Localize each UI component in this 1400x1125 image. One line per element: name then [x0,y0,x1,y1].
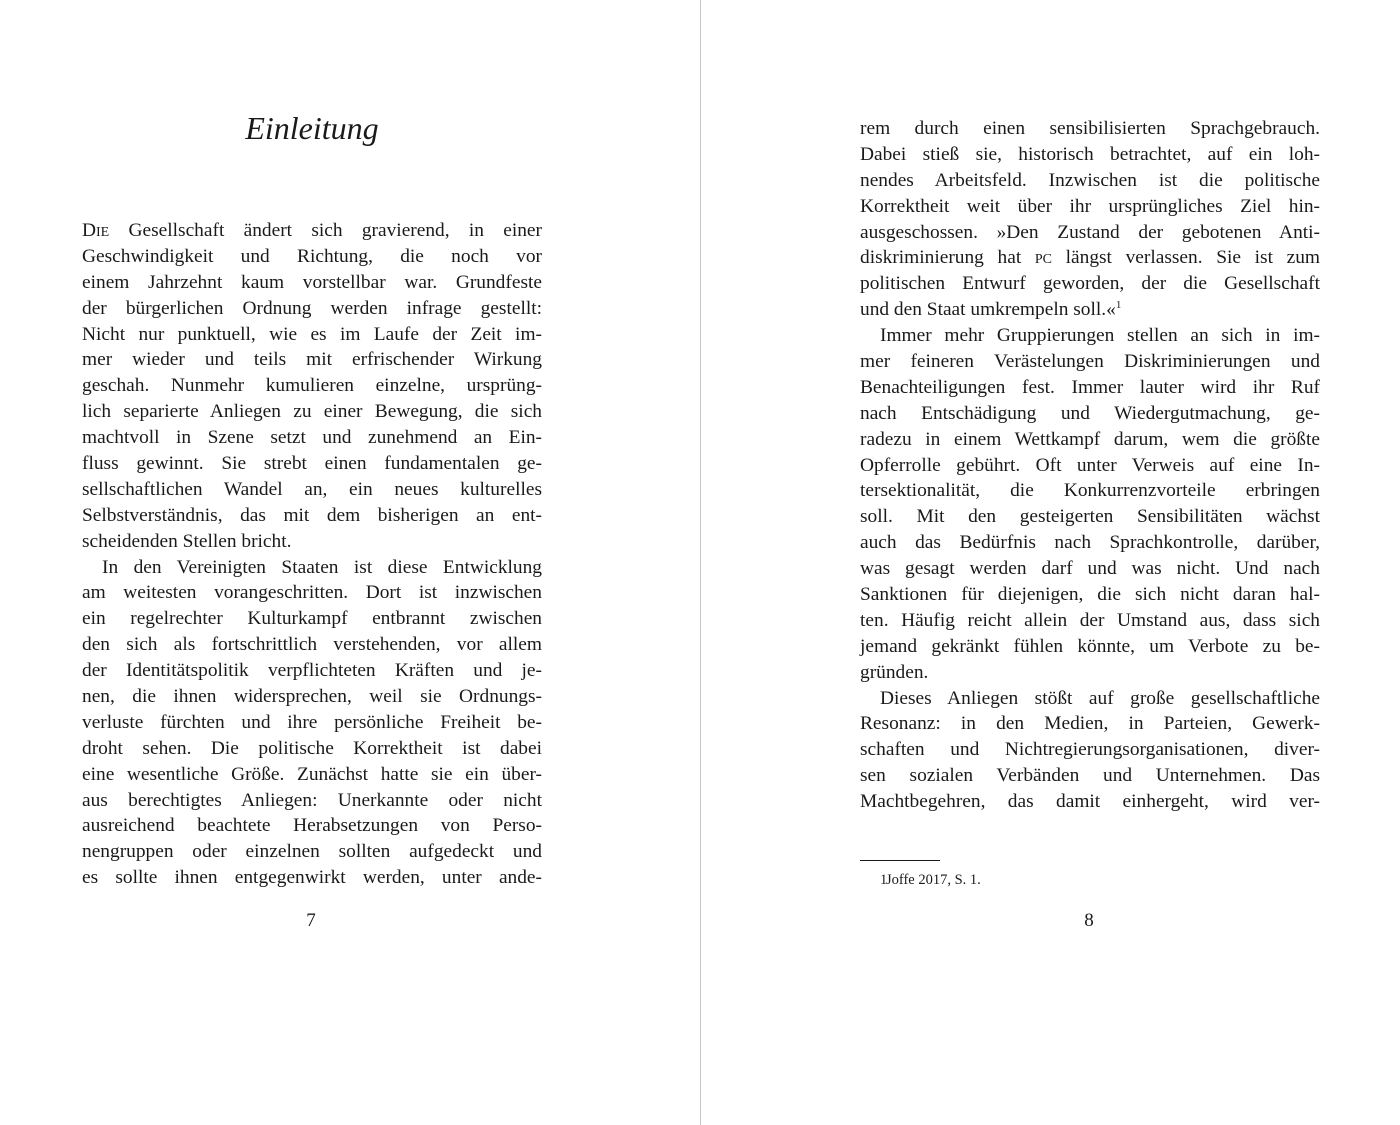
body-line: aus berechtigtes Anliegen: Unerkannte oder nicht [82,789,542,811]
footnote-rule [860,860,940,861]
body-line: geschah. Nunmehr kumulieren einzelne, ursprüng- [82,375,542,397]
body-line [82,218,542,244]
body-line: sen sozialen Verbänden und Unternehmen. Das [860,765,1320,787]
paragraph-end-line [860,297,1320,323]
body-line: ausreichend beachtete Herabsetzungen von Perso- [82,815,542,837]
body-line: Sanktionen für diejenigen, die sich nicht daran hal- [860,584,1320,606]
body-line: nengruppen oder einzelnen sollten aufgedeckt und [82,841,542,863]
pc-abbreviation: pc [1034,247,1052,269]
body-line: Selbstverständnis, das mit dem bisherigen an ent- [82,504,542,526]
paragraph-end-line: scheidenden Stellen bricht. [82,530,292,552]
body-line: mer feineren Verästelungen Diskriminierungen und [860,351,1320,373]
footnote-text: Joffe 2017, S. 1. [886,872,981,888]
body-line: fluss gewinnt. Sie strebt einen fundamentalen ge- [82,453,542,475]
body-line: Resonanz: in den Medien, in Parteien, Gewerk- [860,713,1320,735]
body-line: Korrektheit weit über ihr ursprüngliches Ziel hin- [860,195,1320,217]
pc-line-end: längst verlassen. Sie ist zum [1051,247,1320,269]
body-line [860,245,1320,271]
body-line: der Identitätspolitik verpflichteten Kräften und je- [82,660,542,682]
body-line: der bürgerlichen Ordnung werden infrage gestellt: [82,297,542,319]
body-line: radezu in einem Wettkampf darum, wem die größte [860,428,1320,450]
body-line: nach Entschädigung und Wiedergutmachung, ge- [860,402,1320,424]
paragraph-start-line: In den Vereinigten Staaten ist diese Entwicklung [102,556,542,578]
quote-end-text: und den Staat umkrempeln soll.« [860,299,1116,321]
body-line: droht sehen. Die politische Korrektheit ist dabei [82,737,542,759]
body-line: mer wieder und teils mit erfrischender Wirkung [82,349,542,371]
body-line: sellschaftlichen Wandel an, ein neues kulturelles [82,478,542,500]
left-body-text [82,218,542,891]
body-line: jemand gekränkt fühlen könnte, um Verbote zu be- [860,635,1320,657]
body-line: einem Jahrzehnt kaum vorstellbar war. Grundfeste [82,271,542,293]
pc-line-start: diskriminierung hat [860,247,1035,269]
body-line: Dabei stieß sie, historisch betrachtet, auf ein loh- [860,143,1320,165]
footnote-marker[interactable]: 1 [1115,299,1122,312]
body-line: lich separierte Anliegen zu einer Bewegung, die sich [82,401,542,423]
body-line: ein regelrechter Kulturkampf entbrannt zwischen [82,608,542,630]
body-line: Geschwindigkeit und Richtung, die noch vor [82,245,542,267]
footnote-number: 1 [880,872,888,888]
chapter-heading: Einleitung [245,110,379,146]
body-line: ausgeschossen. »Den Zustand der gebotenen Anti- [860,221,1320,243]
body-line: schaften und Nichtregierungsorganisationen, diver- [860,739,1320,761]
footnote [860,872,981,889]
body-line: Nicht nur punktuell, wie es im Laufe der Zeit im- [82,323,542,345]
body-line: Opferrolle gebührt. Oft unter Verweis auf eine In- [860,454,1320,476]
paragraph-end-line: gründen. [860,661,929,683]
body-line: auch das Bedürfnis nach Sprachkontrolle, darüber, [860,532,1320,554]
body-line: es sollte ihnen entgegenwirkt werden, unter ande- [82,867,542,889]
body-line: nen, die ihnen widersprechen, weil sie Ordnungs- [82,686,542,708]
body-line: rem durch einen sensibilisierten Sprachgebrauch. [860,118,1320,139]
body-line: Machtbegehren, das damit einhergeht, wird ver- [860,791,1320,813]
body-line: machtvoll in Szene setzt und zunehmend an Ein- [82,427,542,449]
body-line: verluste fürchten und ihre persönliche Freiheit be- [82,711,542,733]
body-line: den sich als fortschrittlich verstehenden, vor allem [82,634,542,656]
dropcap-word: Die [82,220,110,241]
right-body-text [860,116,1320,815]
body-line: am weitesten vorangeschritten. Dort ist inzwischen [82,582,542,604]
right-page [701,0,1400,1125]
paragraph-start-line: Immer mehr Gruppierungen stellen an sich in im- [880,325,1320,347]
body-line: eine wesentliche Größe. Zunächst hatte sie ein über- [82,763,542,785]
body-line: soll. Mit den gesteigerten Sensibilitäten wächst [860,506,1320,528]
body-line: was gesagt werden darf und was nicht. Und nach [860,558,1320,580]
body-line: Benachteiligungen fest. Immer lauter wird ihr Ruf [860,376,1320,398]
page-number: 7 [306,910,316,931]
body-line: politischen Entwurf geworden, der die Gesellschaft [860,273,1320,295]
first-line-rest: Gesellschaft ändert sich gravierend, in einer [109,220,542,241]
body-line: tersektionalität, die Konkurrenzvorteile erbringen [860,480,1320,502]
body-line: nendes Arbeitsfeld. Inzwischen ist die politische [860,169,1320,191]
paragraph-start-line: Dieses Anliegen stößt auf große gesellschaftliche [880,687,1320,709]
body-line: ten. Häufig reicht allein der Umstand aus, dass sich [860,609,1320,631]
page-number: 8 [1084,910,1094,931]
